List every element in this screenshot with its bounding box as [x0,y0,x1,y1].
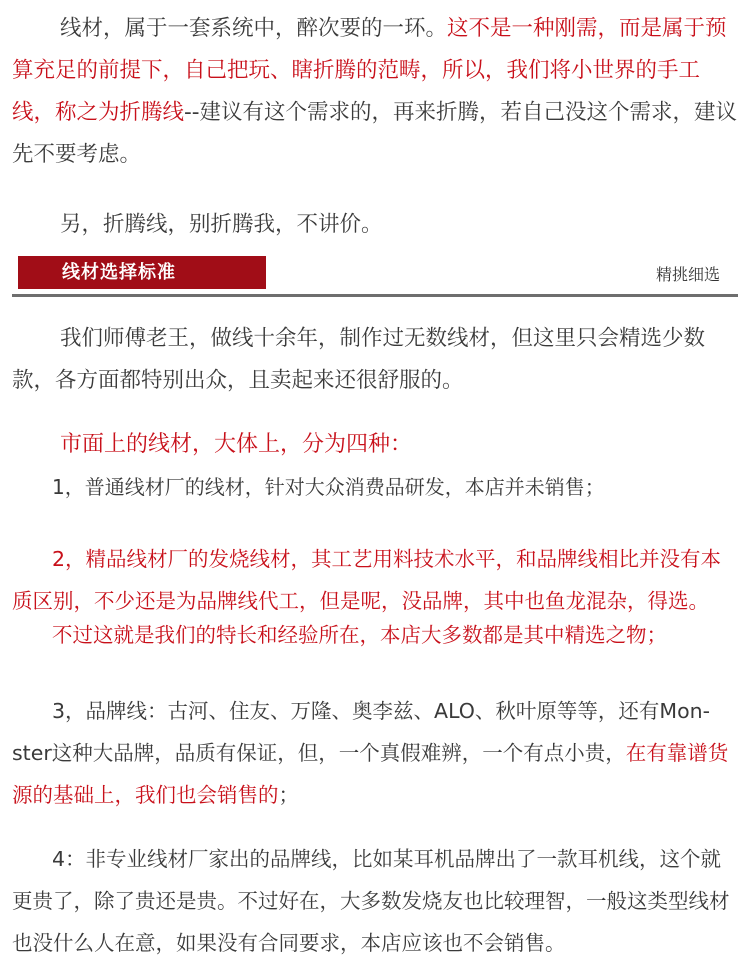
list-item-2: 2，精品线材厂的发烧线材，其工艺用料技术水平，和品牌线相比并没有本质区别，不少还是为品牌线代工，但是呢，没品牌，其中也鱼龙混杂，得选。 [12,547,722,613]
intro-highlight: 这不是一种刚需，而是属于预算充足的前提下，自己把玩、瞎折腾的范畴，所以，我们将小世界的手工线，称之为折腾线 [12,16,727,125]
no-bargain-note: 另，折腾线，别折腾我，不讲价。 [60,212,383,237]
intro-tail: --建议有这个需求的，再来折腾，若自己没这个需求，建议先不要考虑。 [12,100,738,167]
list-item-3 [12,690,738,816]
intro-paragraph [12,8,738,176]
section-tag: 精挑细选 [655,265,720,284]
list-item-1: 1，普通线材厂的线材，针对大众消费品研发，本店并未销售； [52,475,605,499]
list-item-3-tail: ； [278,783,299,807]
list-item-4: 4：非专业线材厂家出的品牌线，比如某耳机品牌出了一款耳机线，这个就更贵了，除了贵还是贵。不过好在，大多数发烧友也比较理智，一般这类型线材也没什么人在意，如果没有合同要求，本店应该也不会销售。 [12,847,730,955]
intro-text: 线材，属于一套系统中，醉次要的一环。 [60,16,448,41]
list-item-3-highlight: 在有靠谱货源的基础上，我们也会销售的 [12,741,729,807]
list-item-3-text: 3，品牌线：古河、住友、万隆、奥李兹、ALO、秋叶原等等，还有Mon-ster这种大品牌，品质有保证，但，一个真假难辨，一个有点小贵， [12,699,711,765]
section-title: 线材选择标准 [62,262,176,283]
list-item-2-note: 不过这就是我们的特长和经验所在，本店大多数都是其中精选之物； [52,623,667,647]
section-divider [12,294,738,297]
master-paragraph: 我们师傅老王，做线十余年，制作过无数线材，但这里只会精选少数款，各方面都特别出众，且卖起来还很舒服的。 [12,326,706,393]
market-heading: 市面上的线材，大体上，分为四种： [60,432,413,457]
